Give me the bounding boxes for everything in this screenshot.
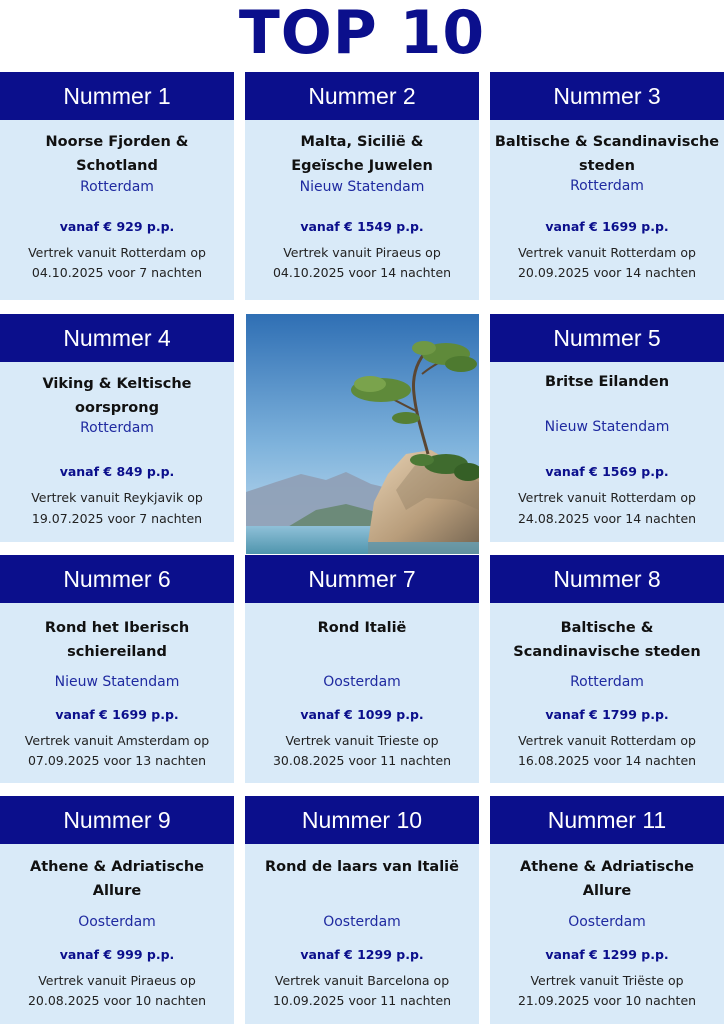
ship-name: Nieuw Statendam xyxy=(299,179,425,195)
departure-line: Vertrek vanuit Barcelona op xyxy=(274,973,450,988)
card-number: Nummer 2 xyxy=(245,72,479,120)
cruise-name-line: Rond het Iberisch xyxy=(44,620,190,636)
departure-line: 21.09.2025 voor 10 nachten xyxy=(517,993,697,1008)
departure-line: 04.10.2025 voor 7 nachten xyxy=(31,265,203,280)
departure-line: Vertrek vanuit Triëste op xyxy=(530,973,684,988)
ship-name: Rotterdam xyxy=(570,674,644,690)
cruise-name-line: Schotland xyxy=(76,158,158,174)
departure-line: Vertrek vanuit Piraeus op xyxy=(283,245,441,260)
cruise-card-8 xyxy=(490,555,724,783)
cruise-name-line: Noorse Fjorden & xyxy=(45,134,189,150)
cruise-name-line: Athene & Adriatische xyxy=(30,859,204,875)
cruise-name-line: Allure xyxy=(92,883,142,899)
cruise-name-line: Athene & Adriatische xyxy=(520,859,694,875)
price: vanaf € 929 p.p. xyxy=(59,219,175,234)
departure-line: Vertrek vanuit Piraeus op xyxy=(38,973,196,988)
price: vanaf € 1799 p.p. xyxy=(545,707,669,722)
departure-line: Vertrek vanuit Rotterdam op xyxy=(28,245,206,260)
cruise-name-line: Egeïsche Juwelen xyxy=(291,158,433,174)
departure-line: Vertrek vanuit Trieste op xyxy=(285,733,439,748)
departure-line: Vertrek vanuit Rotterdam op xyxy=(518,733,696,748)
cruise-name-line: Britse Eilanden xyxy=(544,374,670,390)
card-number: Nummer 1 xyxy=(0,72,234,120)
card-number: Nummer 11 xyxy=(490,796,724,844)
price: vanaf € 1299 p.p. xyxy=(300,947,424,962)
departure-line: Vertrek vanuit Rotterdam op xyxy=(518,490,696,505)
departure-line: 16.08.2025 voor 14 nachten xyxy=(517,753,697,768)
price: vanaf € 1299 p.p. xyxy=(545,947,669,962)
ship-name: Oosterdam xyxy=(323,674,401,690)
price: vanaf € 1549 p.p. xyxy=(300,219,424,234)
cruise-card-10 xyxy=(245,796,479,1024)
ship-name: Rotterdam xyxy=(80,179,154,195)
ship-name: Oosterdam xyxy=(568,914,646,930)
cruise-name-line: Rond de laars van Italië xyxy=(264,859,459,875)
cruise-card-2 xyxy=(245,72,479,300)
departure-line: 19.07.2025 voor 7 nachten xyxy=(31,511,203,526)
ship-name: Oosterdam xyxy=(323,914,401,930)
departure-line: 07.09.2025 voor 13 nachten xyxy=(27,753,207,768)
cruise-card-9 xyxy=(0,796,234,1024)
ship-name: Rotterdam xyxy=(80,420,154,436)
cruise-card-1 xyxy=(0,72,234,300)
departure-line: 20.08.2025 voor 10 nachten xyxy=(27,993,207,1008)
cruise-name-line: Malta, Sicilië & xyxy=(300,134,424,150)
departure-line: 20.09.2025 voor 14 nachten xyxy=(517,265,697,280)
cruise-name-line: steden xyxy=(579,158,635,174)
price: vanaf € 1699 p.p. xyxy=(545,219,669,234)
card-number: Nummer 4 xyxy=(0,314,234,362)
departure-line: Vertrek vanuit Reykjavik op xyxy=(31,490,203,505)
card-number: Nummer 3 xyxy=(490,72,724,120)
departure-line: Vertrek vanuit Amsterdam op xyxy=(24,733,210,748)
cruise-card-3 xyxy=(490,72,724,300)
cruise-name-line: Rond Italië xyxy=(317,620,407,636)
cruise-card-4 xyxy=(0,314,234,542)
price: vanaf € 999 p.p. xyxy=(59,947,175,962)
departure-line: 10.09.2025 voor 11 nachten xyxy=(272,993,452,1008)
card-number: Nummer 6 xyxy=(0,555,234,603)
card-number: Nummer 8 xyxy=(490,555,724,603)
cruise-card-7 xyxy=(245,555,479,783)
cruise-name-line: Baltische & Scandinavische xyxy=(494,134,720,150)
card-number: Nummer 10 xyxy=(245,796,479,844)
cruise-card-5 xyxy=(490,314,724,542)
departure-line: 30.08.2025 voor 11 nachten xyxy=(272,753,452,768)
cruise-name-line: Allure xyxy=(582,883,632,899)
cruise-card-6 xyxy=(0,555,234,783)
cruise-name-line: Viking & Keltische xyxy=(42,376,192,392)
ship-name: Nieuw Statendam xyxy=(544,419,670,435)
ship-name: Nieuw Statendam xyxy=(54,674,180,690)
cruise-name-line: oorsprong xyxy=(75,400,159,416)
cruise-name-line: Scandinavische steden xyxy=(513,644,701,660)
departure-line: 04.10.2025 voor 14 nachten xyxy=(272,265,452,280)
card-number: Nummer 5 xyxy=(490,314,724,362)
departure-line: Vertrek vanuit Rotterdam op xyxy=(518,245,696,260)
cruise-card-11 xyxy=(490,796,724,1024)
price: vanaf € 849 p.p. xyxy=(59,464,175,479)
page-title: TOP 10 xyxy=(238,0,486,68)
ship-name: Rotterdam xyxy=(570,178,644,194)
cruise-name-line: schiereiland xyxy=(67,644,167,660)
ship-name: Oosterdam xyxy=(78,914,156,930)
card-number: Nummer 7 xyxy=(245,555,479,603)
coastal-island-photo xyxy=(246,314,479,554)
card-number: Nummer 9 xyxy=(0,796,234,844)
cruise-name-line: Baltische & xyxy=(560,620,654,636)
price: vanaf € 1099 p.p. xyxy=(300,707,424,722)
price: vanaf € 1569 p.p. xyxy=(545,464,669,479)
departure-line: 24.08.2025 voor 14 nachten xyxy=(517,511,697,526)
price: vanaf € 1699 p.p. xyxy=(55,707,179,722)
